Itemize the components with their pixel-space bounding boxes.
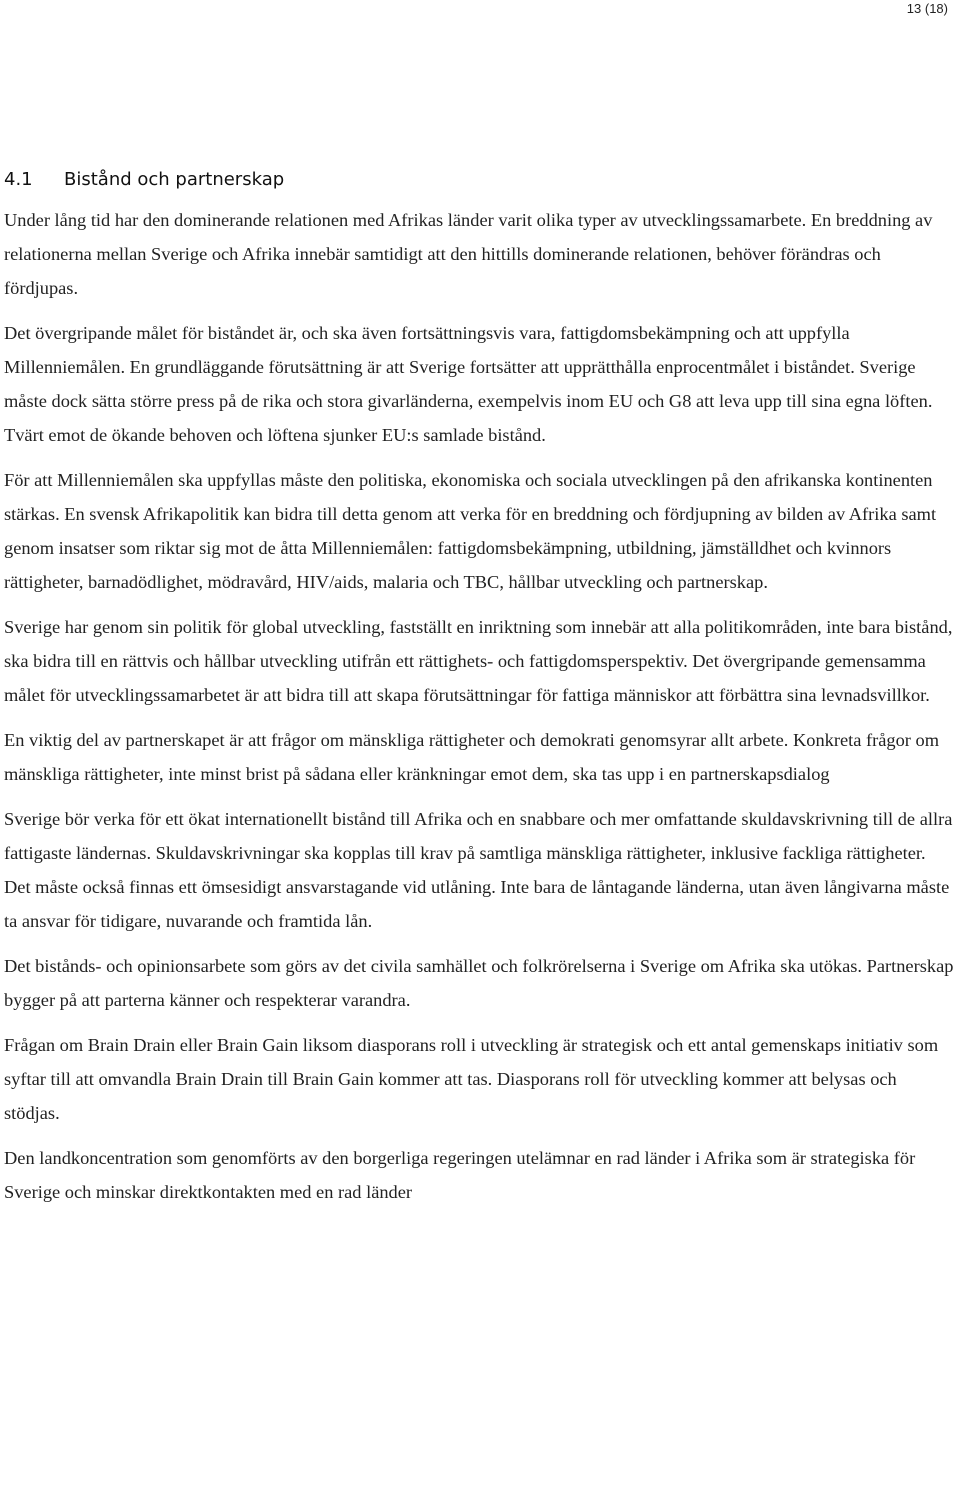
section-heading <box>4 166 954 194</box>
paragraph: För att Millenniemålen ska uppfyllas måste den politiska, ekonomiska och sociala utvecklingen på den afrikanska kontinenten stärkas. En svensk Afrikapolitik kan bidra till detta genom att verka för en breddning och fördjupning av bilden av Afrika samt genom insatser som riktar sig mot de åtta Millenniemålen: fattigdomsbekämpning, utbildning, jämställdhet och kvinnors rättigheter, barnadödlighet, mödravård, HIV/aids, malaria och TBC, hållbar utveckling och partnerskap. <box>4 470 937 592</box>
section-title: Bistånd och partnerskap <box>64 169 285 190</box>
paragraph: Frågan om Brain Drain eller Brain Gain liksom diasporans roll i utveckling är strategisk och ett antal gemenskaps initiativ som syftar till att omvandla Brain Drain till Brain Gain kommer att tas. Diasporans roll för utveckling kommer att belysas och stödjas. <box>4 1035 939 1123</box>
paragraph: Det bistånds- och opinionsarbete som görs av det civila samhället och folkrörelserna i Sverige om Afrika ska utökas. Partnerskap bygger på att parterna känner och respekterar varandra. <box>4 956 954 1010</box>
paragraph: Sverige har genom sin politik för global utveckling, fastställt en inriktning som innebär att alla politikområden, inte bara bistånd, ska bidra till en rättvis och hållbar utveckling utifrån ett rättighets- och fattigdomsperspektiv. Det övergripande gemensamma målet för utvecklingssamarbetet är att bidra till att skapa förutsättningar för fattiga människor att förbättra sina levnadsvillkor. <box>4 617 953 705</box>
document-body <box>4 166 954 1209</box>
paragraph: En viktig del av partnerskapet är att frågor om mänskliga rättigheter och demokrati genomsyrar allt arbete. Konkreta frågor om mänskliga rättigheter, inte minst brist på sådana eller kränkningar emot dem, ska tas upp i en partnerskapsdialog <box>4 730 940 784</box>
paragraph: Den landkoncentration som genomförts av den borgerliga regeringen utelämnar en rad länder i Afrika som är strategiska för Sverige och minskar direktkontakten med en rad länder <box>4 1148 916 1202</box>
paragraph: Sverige bör verka för ett ökat internationellt bistånd till Afrika och en snabbare och mer omfattande skuldavskrivning till de allra fattigaste ländernas. Skuldavskrivningar ska kopplas till krav på samtliga mänskliga rättigheter, inklusive fackliga rättigheter. Det måste också finnas ett ömsesidigt ansvarstagande vid utlåning. Inte bara de låntagande länderna, utan även långivarna måste ta ansvar för tidigare, nuvarande och framtida lån. <box>4 809 953 931</box>
paragraph: Under lång tid har den dominerande relationen med Afrikas länder varit olika typer av utvecklingssamarbete. En breddning av relationerna mellan Sverige och Afrika innebär samtidigt att den hittills dominerande relationen, behöver förändras och fördjupas. <box>4 210 933 298</box>
page-number: 13 (18) <box>906 1 948 16</box>
paragraph: Det övergripande målet för biståndet är, och ska även fortsättningsvis vara, fattigdomsbekämpning och att uppfylla Millenniemålen. En grundläggande förutsättning är att Sverige fortsätter att upprätthålla enprocentmålet i biståndet. Sverige måste dock sätta större press på de rika och stora givarländerna, exempelvis inom EU och G8 att leva upp till sina egna löften. Tvärt emot de ökande behoven och löftena sjunker EU:s samlade bistånd. <box>4 323 933 445</box>
section-number: 4.1 <box>4 169 33 190</box>
